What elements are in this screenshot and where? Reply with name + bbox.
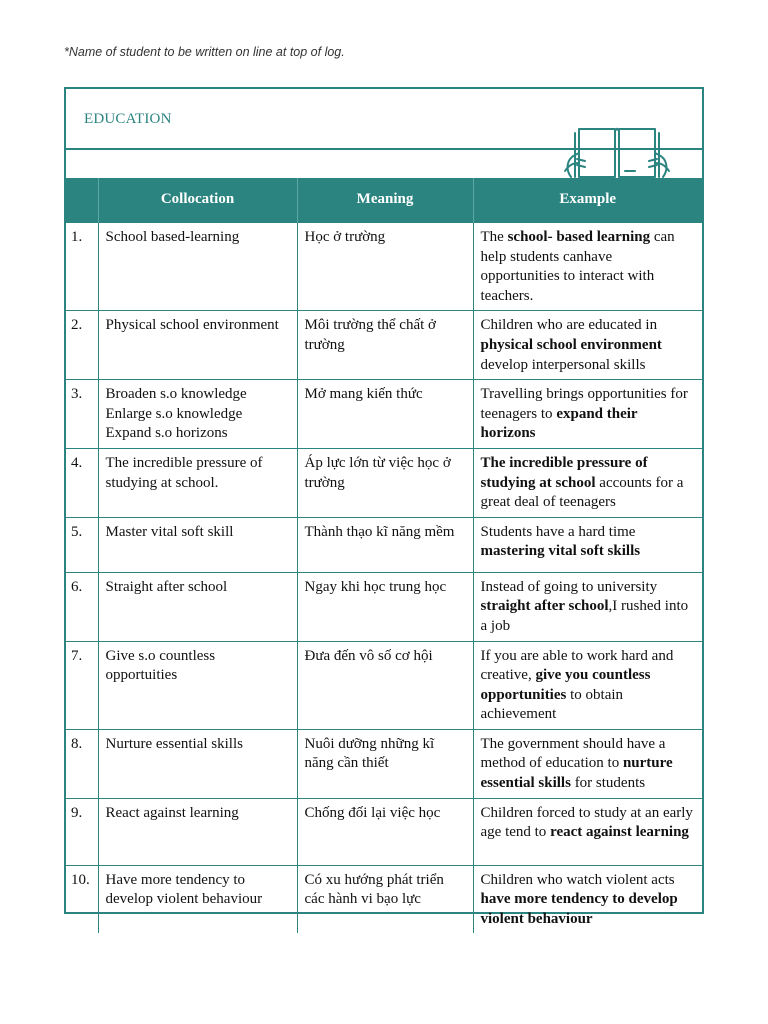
example-highlight: expand their horizons xyxy=(480,405,638,442)
header-example: Example xyxy=(473,178,702,223)
table-row xyxy=(66,641,702,729)
example-text: can help students canhave opportunities to interact with teachers. xyxy=(480,229,675,304)
example-text: The xyxy=(480,229,508,245)
row-number: 2. xyxy=(66,311,98,380)
collocation-cell: Have more tendency to develop violent behaviour xyxy=(98,865,297,933)
example-highlight: straight after school xyxy=(480,598,609,615)
collocation-cell: Broaden s.o knowledge Enlarge s.o knowledge Expand s.o horizons xyxy=(98,380,297,449)
table-row xyxy=(66,517,702,572)
row-number: 5. xyxy=(66,517,98,572)
table-header-row xyxy=(66,178,702,223)
example-cell xyxy=(473,572,702,641)
example-text: Children who are educated in xyxy=(480,317,658,334)
example-text: Children forced to study at an early age tend to xyxy=(480,804,693,841)
row-number: 10. xyxy=(66,865,98,933)
collocation-cell: Nurture essential skills xyxy=(98,729,297,798)
example-highlight: mastering vital soft skills xyxy=(480,543,641,560)
table-row xyxy=(66,729,702,798)
example-text: to obtain achievement xyxy=(480,686,624,723)
example-text: If you are able to work hard and creative, xyxy=(480,647,674,684)
example-highlight: The incredible pressure of studying at school xyxy=(480,454,648,491)
example-highlight: react against learning xyxy=(550,824,689,841)
example-cell xyxy=(473,380,702,449)
example-cell xyxy=(473,865,702,933)
title-divider xyxy=(66,148,702,150)
meaning-cell: Học ở trường xyxy=(297,223,473,311)
book-reading-icon xyxy=(563,125,671,179)
meaning-cell: Có xu hướng phát triển các hành vi bạo lực xyxy=(297,865,473,933)
collocation-cell: Straight after school xyxy=(98,572,297,641)
example-cell xyxy=(473,641,702,729)
example-highlight: give you countless opportunities xyxy=(480,667,651,703)
table-row xyxy=(66,223,702,311)
row-number: 9. xyxy=(66,798,98,865)
student-name-note: *Name of student to be written on line at top of log. xyxy=(64,45,345,59)
example-cell xyxy=(473,798,702,865)
example-highlight: physical school environment xyxy=(480,336,662,353)
table-row xyxy=(66,798,702,865)
row-number: 7. xyxy=(66,641,98,729)
collocation-cell: Give s.o countless opportuities xyxy=(98,641,297,729)
header-number xyxy=(66,178,98,223)
meaning-cell: Chống đối lại việc học xyxy=(297,798,473,865)
header-meaning: Meaning xyxy=(297,178,473,223)
meaning-cell: Nuôi dưỡng những kĩ năng cần thiết xyxy=(297,729,473,798)
meaning-cell: Mở mang kiến thức xyxy=(297,380,473,449)
meaning-cell: Môi trường thể chất ở trường xyxy=(297,311,473,380)
example-text: accounts for a great deal of teenagers xyxy=(480,474,684,511)
example-text: Children who watch violent acts xyxy=(480,871,675,888)
education-vocabulary-card xyxy=(64,87,704,927)
table-row xyxy=(66,572,702,641)
example-text: develop interpersonal skills xyxy=(480,356,646,373)
example-cell xyxy=(473,223,702,311)
example-highlight: have more tendency to develop violent behaviour xyxy=(480,891,678,927)
table-row xyxy=(66,448,702,517)
example-cell xyxy=(473,311,702,380)
meaning-cell: Áp lực lớn từ việc học ở trường xyxy=(297,448,473,517)
example-text: for students xyxy=(570,775,646,792)
table-row xyxy=(66,380,702,449)
example-text: Students have a hard time xyxy=(480,523,636,540)
meaning-cell: Thành thạo kĩ năng mềm xyxy=(297,517,473,572)
meaning-cell: Đưa đến vô số cơ hội xyxy=(297,641,473,729)
collocation-cell: Master vital soft skill xyxy=(98,517,297,572)
example-text: Travelling brings opportunities for teenagers to xyxy=(480,386,688,422)
table-row xyxy=(66,311,702,380)
example-highlight: school- based learning xyxy=(507,229,651,245)
table-row xyxy=(66,865,702,933)
example-text: The government should have a method of education to xyxy=(480,735,666,772)
row-number: 8. xyxy=(66,729,98,798)
meaning-cell: Ngay khi học trung học xyxy=(297,572,473,641)
example-highlight: nurture essential skills xyxy=(480,755,673,792)
row-number: 6. xyxy=(66,572,98,641)
collocation-cell: React against learning xyxy=(98,798,297,865)
example-text: Instead of going to university xyxy=(480,578,658,595)
section-title: EDUCATION xyxy=(84,111,172,127)
row-number: 3. xyxy=(66,380,98,449)
row-number: 1. xyxy=(66,223,98,311)
example-cell xyxy=(473,517,702,572)
collocation-cell: School based-learning xyxy=(98,223,297,311)
row-number: 4. xyxy=(66,448,98,517)
example-cell xyxy=(473,448,702,517)
header-collocation: Collocation xyxy=(98,178,297,223)
collocation-table xyxy=(66,178,702,933)
collocation-cell: The incredible pressure of studying at school. xyxy=(98,448,297,517)
example-text: ,I rushed into a job xyxy=(480,598,689,634)
collocation-cell: Physical school environment xyxy=(98,311,297,380)
example-cell xyxy=(473,729,702,798)
